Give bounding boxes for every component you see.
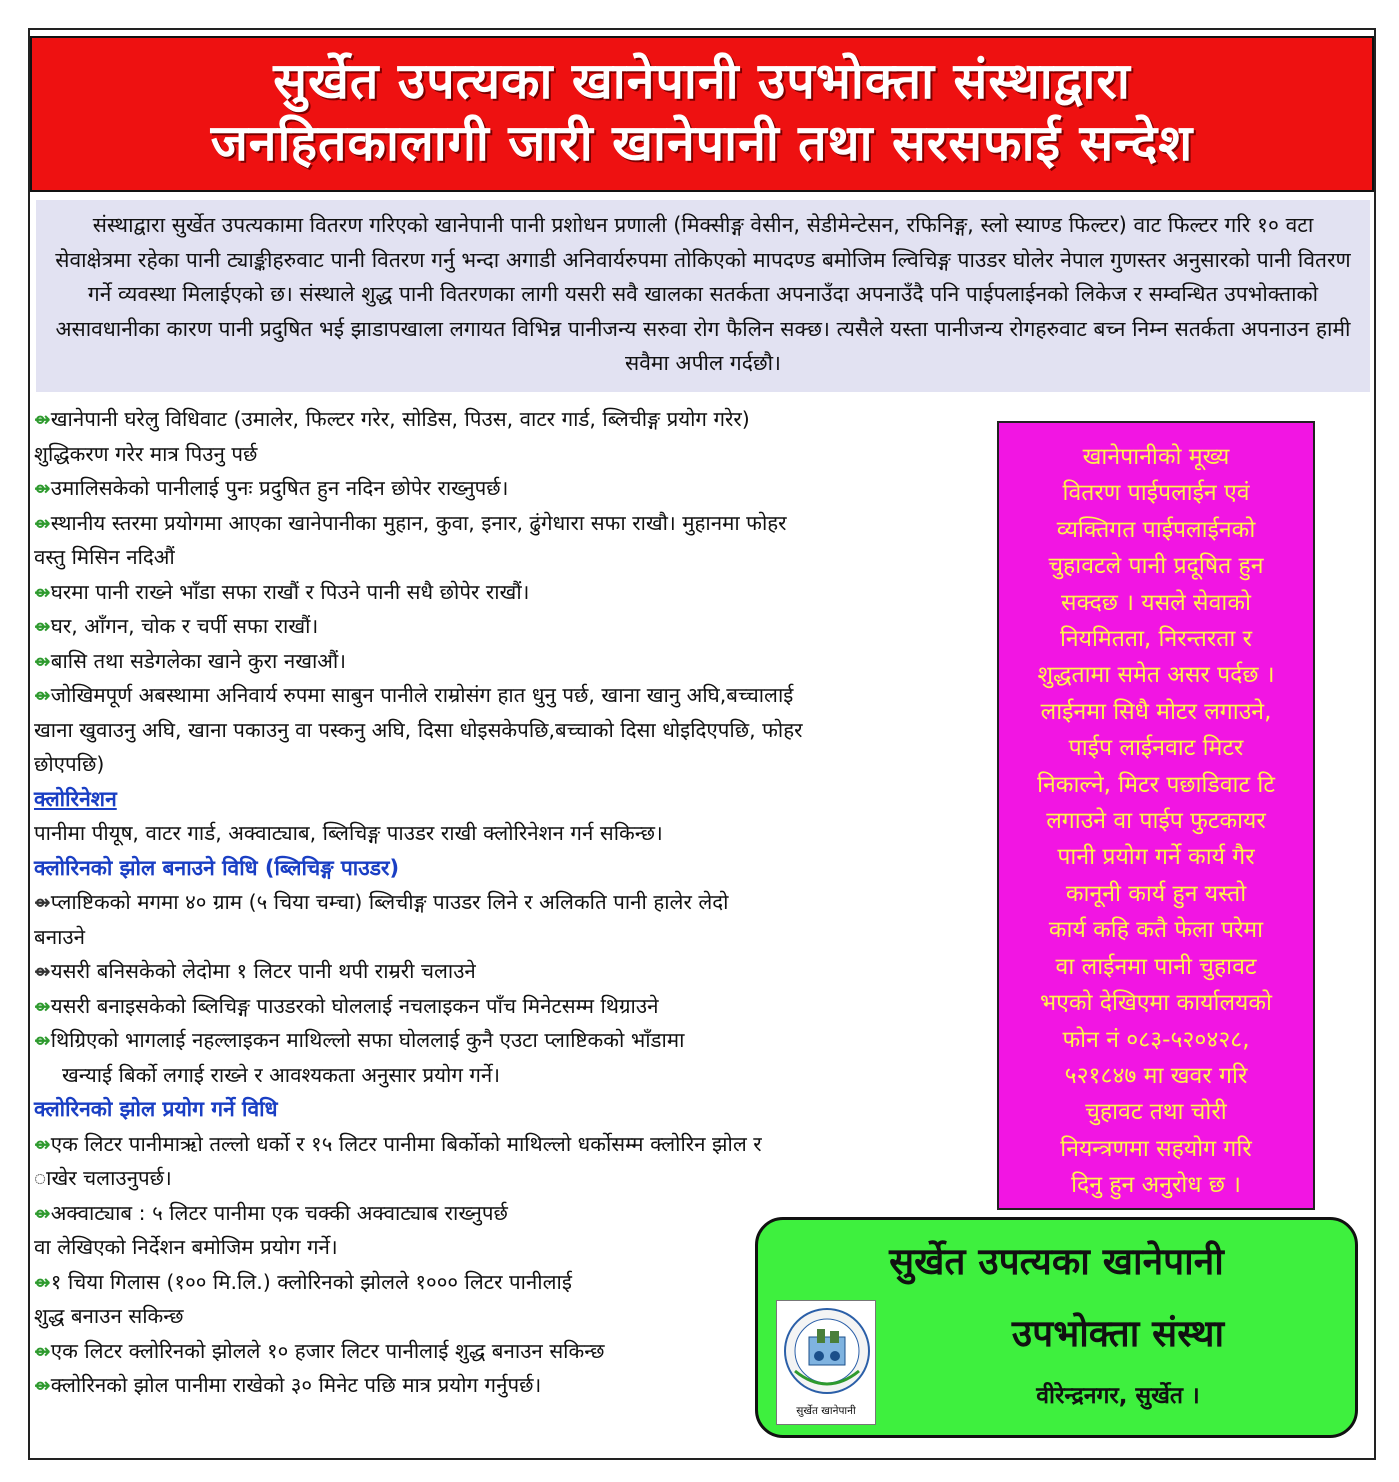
step-item: ⇴क्लोरिनको झोल पानीमा राखेको ३० मिनेट पछि मात्र प्रयोग गर्नुपर्छ। <box>34 1373 542 1397</box>
tip-item: ⇴घरमा पानी राख्ने भाँडा सफा राखौं र पिउने पानी सधै छोपेर राखौं। <box>34 579 530 604</box>
logo-caption: सुर्खेत खानेपानी <box>796 1405 856 1417</box>
arrow-icon: ⇴ <box>34 407 51 431</box>
notice-line: दिनु हुन अनुरोध छ । <box>1071 1172 1241 1199</box>
tip-item: ⇴उमालिसकेको पानीलाई पुनः प्रदुषित हुन नदिन छोपेर राख्नुपर्छ। <box>34 476 509 500</box>
arrow-icon: ⇴ <box>34 1373 51 1397</box>
step-item: ⇴प्लाष्टिकको मगमा ४० ग्राम (५ चिया चम्चा) ब्लिचीङ्ग पाउडर लिने र अलिकति पानी हालेर लेदो <box>34 890 729 914</box>
tip-item-cont: वस्तु मिसिन नदिऔं <box>34 545 175 569</box>
notice-line: नियन्त्रणमा सहयोग गरि <box>1060 1135 1252 1162</box>
banner-title-line1: सुर्खेत उपत्यका खानेपानी उपभोक्ता संस्थाद्वारा <box>273 52 1131 110</box>
org-name-line2: उपभोक्ता संस्था <box>1011 1312 1225 1355</box>
notice-line: लाईनमा सिधै मोटर लगाउने, <box>1040 698 1272 725</box>
arrow-icon: ⇴ <box>34 993 51 1018</box>
notice-line: निकाल्ने, मिटर पछाडिवाट टि <box>1037 771 1275 798</box>
tip-item-cont: छोएपछि) <box>34 752 105 776</box>
notice-line: शुद्धतामा समेत असर पर्दछ । <box>1037 662 1275 689</box>
tip-item: ⇴बासि तथा सडेगलेका खाने कुरा नखाऔं। <box>34 648 347 673</box>
leakage-notice-box <box>997 421 1315 1210</box>
tip-item: ⇴खानेपानी घरेलु विधिवाट (उमालेर, फिल्टर गरेर, सोडिस, पिउस, वाटर गार्ड, ब्लिचीङ्ग प्रयोग गरेर) <box>34 407 750 431</box>
arrow-icon: ⇴ <box>34 510 51 535</box>
step-item-cont: बनाउने <box>34 924 86 949</box>
organization-box <box>755 1217 1358 1438</box>
arrow-icon: ⇴ <box>34 579 51 604</box>
arrow-icon: ⇴ <box>34 1338 51 1363</box>
arrow-icon: ⇴ <box>34 1131 51 1156</box>
step-item-cont: ाखेर चलाउनुपर्छ। <box>34 1166 172 1190</box>
banner-title-line2: जनहितकालागी जारी खानेपानी तथा सरसफाई सन्देश <box>210 114 1194 172</box>
notice-line: नियमितता, निरन्तरता र <box>1059 626 1253 653</box>
notice-line: कार्य कहि कतै फेला परेमा <box>1048 917 1264 944</box>
notice-line: भएको देखिएमा कार्यालयको <box>1039 990 1273 1017</box>
step-item-cont: शुद्ध बनाउन सकिन्छ <box>34 1304 184 1328</box>
notice-line: चुहावट तथा चोरी <box>1085 1099 1227 1126</box>
notice-line: लगाउने वा पाईप फुटकायर <box>1046 808 1266 835</box>
notice-line: चुहावटले पानी प्रदूषित हुन <box>1048 553 1264 580</box>
tip-item-cont: खाना खुवाउनु अघि, खाना पकाउनु वा पस्कनु अघि, दिसा धोइसकेपछि,बच्चाको दिसा धोइदिएपछि, फोहर <box>34 717 803 742</box>
org-name-line1: सुर्खेत उपत्यका खानेपानी <box>889 1240 1224 1283</box>
tip-item-cont: शुद्धिकरण गरेर मात्र पिउनु पर्छ <box>34 441 258 466</box>
step-item: ⇴१ चिया गिलास (१०० मि.लि.) क्लोरिनको झोलले १००० लिटर पानीलाई <box>34 1269 572 1294</box>
use-solution-heading: क्लोरिनको झोल प्रयोग गर्ने विधि <box>34 1097 278 1121</box>
notice-line: वा लाईनमा पानी चुहावट <box>1055 953 1257 980</box>
tip-item: ⇴जोखिमपूर्ण अबस्थामा अनिवार्य रुपमा साबुन पानीले राम्रोसंग हात धुनु पर्छ, खाना खानु अघि,बच्चालाई <box>34 683 794 707</box>
arrow-icon: ⇴ <box>34 614 51 638</box>
make-solution-heading: क्लोरिनको झोल बनाउने विधि (ब्लिचिङ्ग पाउडर) <box>34 855 400 880</box>
step-item: ⇴थिग्रिएको भागलाई नहल्लाइकन माथिल्लो सफा घोललाई कुनै एउटा प्लाष्टिकको भाँडामा <box>34 1028 685 1052</box>
step-item: ⇴यसरी बनाइसकेको ब्लिचिङ्ग पाउडरको घोललाई नचलाइकन पाँच मिनेटसम्म थिग्राउने <box>34 993 659 1018</box>
notice-line: खानेपानीको मूख्य <box>1082 444 1230 470</box>
notice-line: ५२१८४७ मा खवर गरि <box>1064 1062 1248 1089</box>
tip-item: ⇴घर, आँगन, चोक र चर्पी सफा राखौं। <box>34 614 319 638</box>
arrow-icon: ⇴ <box>34 476 51 500</box>
arrow-icon: ⇴ <box>34 890 51 914</box>
arrow-icon: ⇴ <box>34 683 51 707</box>
step-item-cont: खन्याई बिर्को लगाई राख्ने र आवश्यकता अनुसार प्रयोग गर्ने। <box>62 1062 501 1087</box>
title-banner <box>30 36 1374 192</box>
arrow-icon: ⇴ <box>34 1269 51 1294</box>
chlorination-text: पानीमा पीयूष, वाटर गार्ड, अक्वाट्याब, ब्लिचिङ्ग पाउडर राखी क्लोरिनेशन गर्न सकिन्छ। <box>34 821 663 845</box>
org-logo <box>776 1300 876 1425</box>
intro-text: संस्थाद्वारा सुर्खेत उपत्यकामा वितरण गरिएको खानेपानी पानी प्रशोधन प्रणाली (मिक्सीङ्ग वेसीन, सेडीमेन्टेसन, रफिनिङ्ग, स्लो स्याण्ड फिल्टर) वाट फिल्टर गरि १० वटा सेवाक्षेत्रमा रहेका पानी ट्याङ्कीहरुवाट पानी वितरण गर्नु भन्दा अगाडी अनिवार्यरुपमा तोकिएको मापदण्ड बमोजिम ल्विचिङ्ग पाउडर घोलेर नेपाल गुणस्तर अनुसारको पानी वितरण गर्ने व्यवस्था मिलाईएको छ। संस्थाले शुद्ध पानी वितरणका लागी यसरी सवै खालका सतर्कता अपनाउँदा अपनाउँदै पनि पाईपलाईनको लिकेज र सम्वन्धित उपभोक्ताको असावधानीका कारण पानी प्रदुषित भई झाडापखाला लगायत विभिन्न पानीजन्य सरुवा रोग फैलिन सक्छ। त्यसैले यस्ता पानीजन्य रोगहरुवाट बच्न निम्न सतर्कता अपनाउन हामी सवैमा अपील गर्दछौ। <box>55 213 1351 376</box>
notice-line: पानी प्रयोग गर्ने कार्य गैर <box>1057 844 1255 871</box>
notice-line: कानूनी कार्य हुन यस्तो <box>1065 880 1247 907</box>
notice-line: व्यक्तिगत पाईपलाईनको <box>1056 516 1256 543</box>
arrow-icon: ⇴ <box>34 1028 51 1052</box>
arrow-icon: ⇴ <box>34 1200 51 1225</box>
notice-line: सक्दछ । यसले सेवाको <box>1061 589 1251 616</box>
step-item: ⇴यसरी बनिसकेको लेदोमा १ लिटर पानी थपी राम्ररी चलाउने <box>34 959 476 983</box>
step-item: ⇴एक लिटर क्लोरिनको झोलले १० हजार लिटर पानीलाई शुद्ध बनाउन सकिन्छ <box>34 1338 605 1363</box>
arrow-icon: ⇴ <box>34 959 51 983</box>
chlorination-heading: क्लोरिनेशन <box>34 786 117 811</box>
step-item: ⇴एक लिटर पानीमाऋो तल्लो धर्को र १५ लिटर पानीमा बिर्कोको माथिल्लो धर्कोसम्म क्लोरिन झोल र <box>34 1131 762 1156</box>
org-address: वीरेन्द्रनगर, सुर्खेत । <box>1036 1383 1200 1409</box>
arrow-icon: ⇴ <box>34 648 51 673</box>
tip-item: ⇴स्थानीय स्तरमा प्रयोगमा आएका खानेपानीका मुहान, कुवा, इनार, ढुंगेधारा सफा राखौ। मुहानमा फोहर <box>34 510 787 535</box>
step-item: ⇴अक्वाट्याब : ५ लिटर पानीमा एक चक्की अक्वाट्याब राख्नुपर्छ <box>34 1200 508 1225</box>
notice-line: वितरण पाईपलाईन एवं <box>1062 480 1250 507</box>
step-item-cont: वा लेखिएको निर्देशन बमोजिम प्रयोग गर्ने। <box>34 1235 338 1259</box>
intro-box <box>36 200 1370 392</box>
notice-line: फोन नं ०८३-५२०४२८, <box>1062 1026 1250 1053</box>
notice-line: पाईप लाईनवाट मिटर <box>1068 735 1244 762</box>
